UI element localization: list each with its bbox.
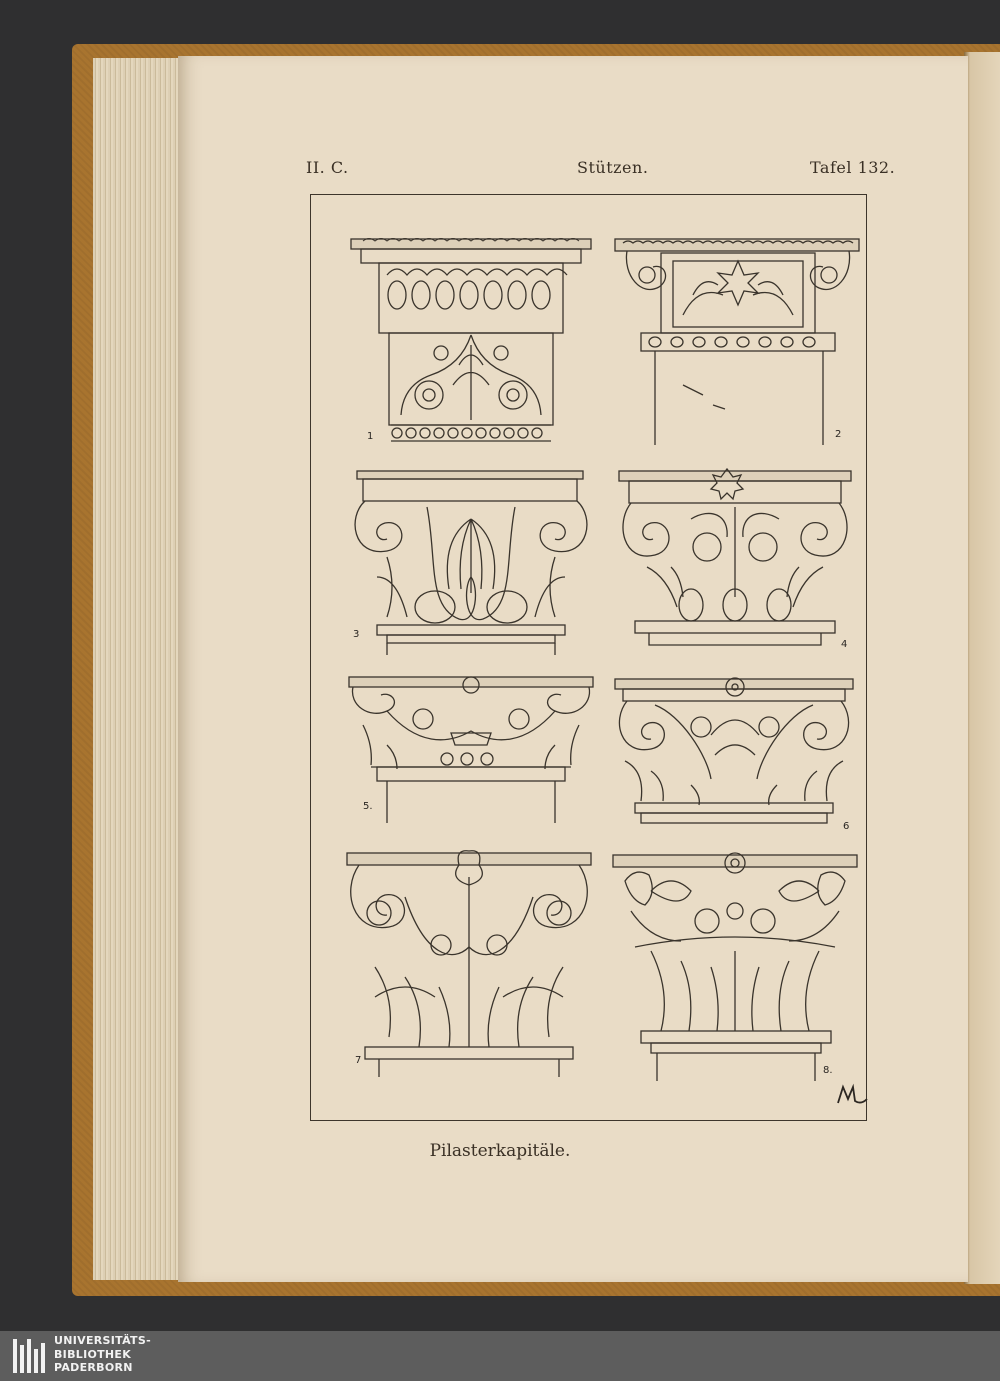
figure-number-2: 2 (835, 429, 842, 440)
figure-number-8: 8. (823, 1065, 833, 1076)
capital-illustration-7 (345, 847, 595, 1082)
capital-illustration-5 (347, 675, 595, 825)
section-label: II. C. (306, 158, 349, 177)
library-footer (0, 1331, 1000, 1381)
capital-illustration-3 (347, 467, 595, 657)
figure-number-7: 7 (355, 1055, 362, 1066)
library-name-line-2: BIBLIOTHEK (54, 1347, 132, 1361)
figure-number-1: 1 (367, 431, 374, 442)
library-name (54, 1334, 151, 1375)
plate-number: Tafel 132. (810, 158, 896, 177)
figure-number-3: 3 (353, 629, 360, 640)
library-name-line-1: UNIVERSITÄTS- (54, 1334, 151, 1347)
capital-illustration-6 (611, 675, 861, 835)
capital-illustration-4 (611, 467, 859, 657)
figure-number-6: 6 (843, 821, 850, 832)
capital-illustration-2 (613, 235, 863, 450)
figure-number-4: 4 (841, 639, 848, 650)
library-logo-icon (10, 1335, 50, 1377)
plate-caption: Pilasterkapitäle. (429, 1141, 571, 1161)
figure-number-5: 5. (363, 801, 373, 812)
capital-illustration-1 (349, 235, 594, 460)
capital-illustration-8 (611, 851, 861, 1086)
page-edges (93, 58, 181, 1280)
page-title: Stützen. (577, 158, 649, 177)
library-name-line-3: PADERBORN (54, 1361, 133, 1374)
artist-monogram (835, 1083, 869, 1109)
plate-frame (310, 194, 867, 1121)
next-page-edge (964, 52, 1000, 1284)
